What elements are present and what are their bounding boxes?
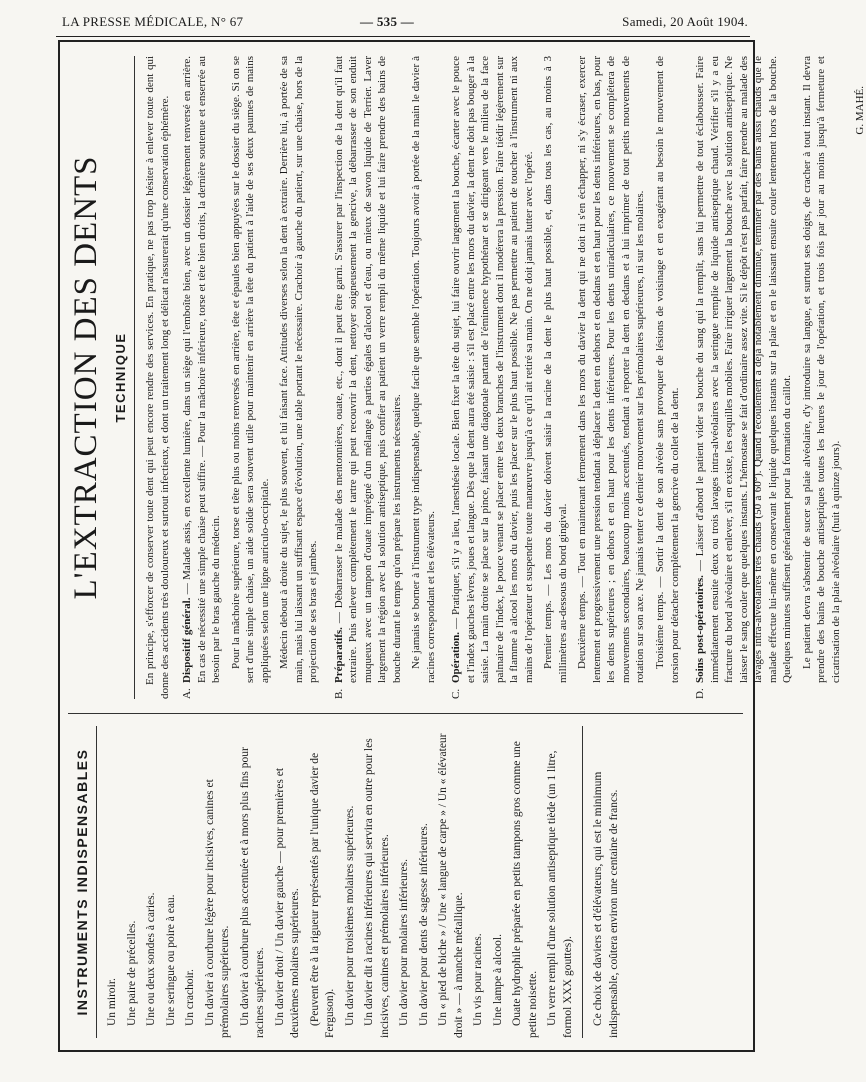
author-signature: G. MAHÉ. — [854, 86, 866, 135]
instrument-item: Un « pied de biche » / Une « langue de carpe » / Un « élévateur droit » — à manche métallique. — [437, 733, 465, 1038]
section-letter: A. — [181, 688, 194, 699]
section-paragraph: Le patient devra s'abstenir de sucer sa plaie alvéolaire, d'y introduire sa langue, et surtout ses doigts, de cracher à tout instant. Il devra prendre des bains de bouche antiseptiques toutes les heures le jour de l'opération, et trois fois par jour au moins jusqu'à fermeture et cicatrisation de la plaie alvéolaire (huit à quinze jours). — [800, 56, 842, 683]
instrument-item: Un davier à courbure plus accentuée et à mors plus fins pour racines supérieures. — [238, 747, 267, 1038]
section-title: Soins post-opératoires. — [694, 575, 707, 683]
instrument-item: Un davier pour molaires inférieures. — [398, 858, 411, 1026]
section-text: — Pratiquer, s'il y a lieu, l'anesthésie locale. Bien fixer la tête du sujet, lui faire ouvrir largement la bouche, écarter avec le pouce et l'index gauches lèvres, joues et langue. Dès que la dent aura été saisie : s'il est placé entre les mors du davier, la dent ne doit pas bouger à la saisie. La main droite se place sur la pince, faisant une diagonale partant de l'éminence hypothénar et se dirigeant vers le milieu de la face palmaire de l'index, le pouce venant se placer entre les deux branches de l'instrument dont il modérera la pression. Faire tiédir légèrement sur la flamme à alcool les mors du davier, puis les placer sur le plus haut possible. Ne pas permettre au patient de toucher à l'instrument ni aux mains de l'opérateur et suspendre toute manœuvre jusqu'à ce qu'il ait retiré sa main. On ne doit jamais lutter avec l'opéré. — [450, 55, 535, 683]
section-paragraph: Médecin debout à droite du sujet, le plus souvent, et lui faisant face. Attitudes diverses selon la dent à extraire. Derrière lui, à portée de sa main, mais lui laissant un suffisant espace d'évolution, une table portant le nécessaire. Crachoir à gauche du patient, sur une chaise, hors de la projection de ses bras et jambes. — [278, 56, 320, 683]
technique-heading: TECHNIQUE — [113, 56, 135, 699]
section-title: Dispositif général. — [181, 597, 194, 683]
section-title: Opération. — [450, 631, 463, 683]
instrument-item: Une seringue ou poire à eau. — [164, 894, 177, 1026]
section-letter: D. — [694, 688, 707, 699]
header-rule — [56, 36, 750, 37]
section-paragraph: Deuxième temps. — Tout en maintenant fermement dans les mors du davier la dent qui ne doit ni s'en échapper, ni s'y écraser, exercer lentement et progressivement une pression tendant à déplacer la dent en dehors et en dedans et en haut pour les dents inférieures, en bas, pour les dents supérieures ; en dehors et en haut pour les dents inférieures. Pour les dents uniradiculaires, ce mouvement se complétera de mouvements secondaires, beaucoup moins accentués, tendant à reporter la dent en dedans et à lui imprimer de tout petits mouvements de rotation sur son axe. Ne jamais tenter ce dernier mouvement sur les prémolaires supérieures, ni sur les molaires. — [576, 56, 647, 683]
instrument-item: Un davier pour dents de sagesse inférieures. — [417, 823, 430, 1026]
section-paragraph: Pour la mâchoire supérieure, torse et tête plus ou moins renversés en arrière, tête et épaules bien appuyées sur le dossier du siège. Si on se sert d'une simple chaise, un aide solide sera souvent utile pour maintenir en arrière la tête du patient à l'aide de ses deux paumes de mains appliquées selon une ligne auriculo-occipitale. — [229, 56, 271, 683]
section-paragraph — [332, 56, 405, 683]
technique-column — [68, 55, 866, 713]
instrument-item: Une ou deux sondes à caries. — [145, 892, 158, 1026]
page-number: — 535 — — [360, 14, 415, 29]
instrument-item: Une lampe à alcool. — [491, 934, 504, 1026]
section-paragraph — [693, 56, 795, 683]
section-paragraph: Troisième temps. — Sortir la dent de son alvéole sans provoquer de lésions de voisinage et en exagérant au besoin le mouvement de torsion pour détacher complètement la gencive du collet de la dent. — [653, 56, 681, 683]
technique-section — [693, 56, 848, 699]
issue-date: Samedi, 20 Août 1904. — [622, 14, 748, 29]
rotated-article — [58, 40, 866, 1052]
section-text: — Malade assis, en excellente lumière, dans un siège qui l'emboîte bien, avec un dossier légèrement renversé en arrière. En cas de nécessité une simple chaise peut suffire. — Pour la mâchoire inférieure, torse et tête bien droits, la dernière soutenue et enserrée au besoin par le bras gauche du médecin. — [181, 56, 223, 683]
instrument-item: Un miroir. — [106, 978, 118, 1026]
instrument-item: Une paire de précelles. — [125, 920, 138, 1026]
instrument-item: Un davier pour troisièmes molaires supérieures. — [343, 805, 356, 1026]
section-text: — Débarrasser le malade des mentonnières, ouate, etc., dont il peut être garni. S'assurer par l'inspection de la dent qu'il faut extraire. Puis enlever complètement le tartre qui peut recouvrir la dent, nettoyer soigneusement la gencive, la débarrasser de son enduit muqueux avec un tampon d'ouate imprégné d'un mélange à parties égales d'alcool et d'eau, ou mieux de savon liquide de Terrier. Laver largement la région avec la solution antiseptique, puis confier au patient un verre rempli du même liquide et lui faire prendre des bains de bouche durant le temps qu'on prépare les instruments nécessaires. — [332, 55, 403, 683]
section-paragraph — [180, 56, 224, 683]
section-letter: B. — [332, 688, 345, 699]
section-letter: C. — [450, 688, 463, 699]
instruments-column — [68, 713, 743, 1038]
section-title: Préparatifs. — [332, 627, 345, 683]
instrument-item: Un verre rempli d'une solution antiseptique tiède (un 1 litre, formol XXX gouttes). — [546, 750, 574, 1038]
section-paragraph: Ne jamais se borner à l'instrument type indispensable, quelque facile que semble l'opération. Toujours avoir à portée de la main le davier à racines correspondant et les élévateurs. — [410, 56, 437, 683]
technique-section — [332, 56, 444, 699]
journal-name: LA PRESSE MÉDICALE, N° 67 — [62, 14, 244, 29]
instrument-item: (Peuvent être à la rigueur représentés par l'unique davier de Ferguson). — [308, 752, 337, 1038]
section-text: — Laisser d'abord le patient vider sa bouche du sang qui la remplit, sans lui permettre de tout éclabousser. Faire immédiatement ensuite deux ou trois lavages intra-alvéolaires avec la seringue remplie de liquide antiseptique chaud. Vérifier s'il y a eu fracture du bord alvéolaire et enlever, s'il en existe, les esquilles mobiles. Faire irriguer largement la bouche avec la solution antiseptique. Ne laisser le sang couler que quelques instants. L'hémostase se fait d'ordinaire assez vite. Si le dépôt n'est pas parfait, faire prendre au malade des lavages intra-alvéolaires très chauds (50 à 60°). Quand l'écoulement a déjà notablement diminué, terminer par des bains aussi chauds que le malade effectue lui-même en conservant le liquide quelques instants sur la plaie et en le laissant ensuite couler lentement hors de la bouche. Quelques minutes suffisent généralement pour la formation du caillot. — [694, 55, 794, 683]
instrument-item: Ouate hydrophile préparée en petits tampons gros comme une petite noisette. — [511, 741, 539, 1038]
section-paragraph — [449, 56, 536, 683]
instrument-item: Un davier dit à racines inférieures qui servira en outre pour les incisives, canines et prémolaires inférieures. — [363, 738, 391, 1038]
instrument-item: Un davier droit / Un davier gauche — pour premières et deuxièmes molaires supérieures. — [273, 767, 302, 1038]
technique-sections — [180, 56, 848, 699]
instruments-heading: INSTRUMENTS INDISPENSABLES — [68, 726, 97, 1038]
instrument-item: Un vis pour racines. — [472, 933, 485, 1026]
section-paragraph: Premier temps. — Les mors du davier doivent saisir la racine de la dent le plus haut possible, et, dans tous les cas, au moins à 3 millimètres au-dessous du bord gingival. — [542, 56, 569, 683]
technique-section — [449, 56, 687, 699]
technique-section — [180, 56, 326, 699]
article-title: L'EXTRACTION DES DENTS — [68, 155, 104, 600]
intro-paragraph: En principe, s'efforcer de conserver toute dent qui peut encore rendre des services. En pratique, ne pas trop hésiter à enlever toute dent qui donne des accidents très douloureux et surtout infectieux, et dont un traitement long et délicat n'assurerait qu'une conservation éphémère. — [144, 56, 171, 699]
instruments-list — [105, 726, 576, 1038]
instrument-item: Un crachoir. — [184, 969, 197, 1026]
instrument-item: Un davier à courbure légère pour incisives, canines et prémolaires supérieures. — [203, 779, 232, 1038]
instruments-closing: Ce choix de daviers et d'élévateurs, qui est le minimum indispensable, coûtera environ une centaine de francs. — [582, 726, 622, 1038]
